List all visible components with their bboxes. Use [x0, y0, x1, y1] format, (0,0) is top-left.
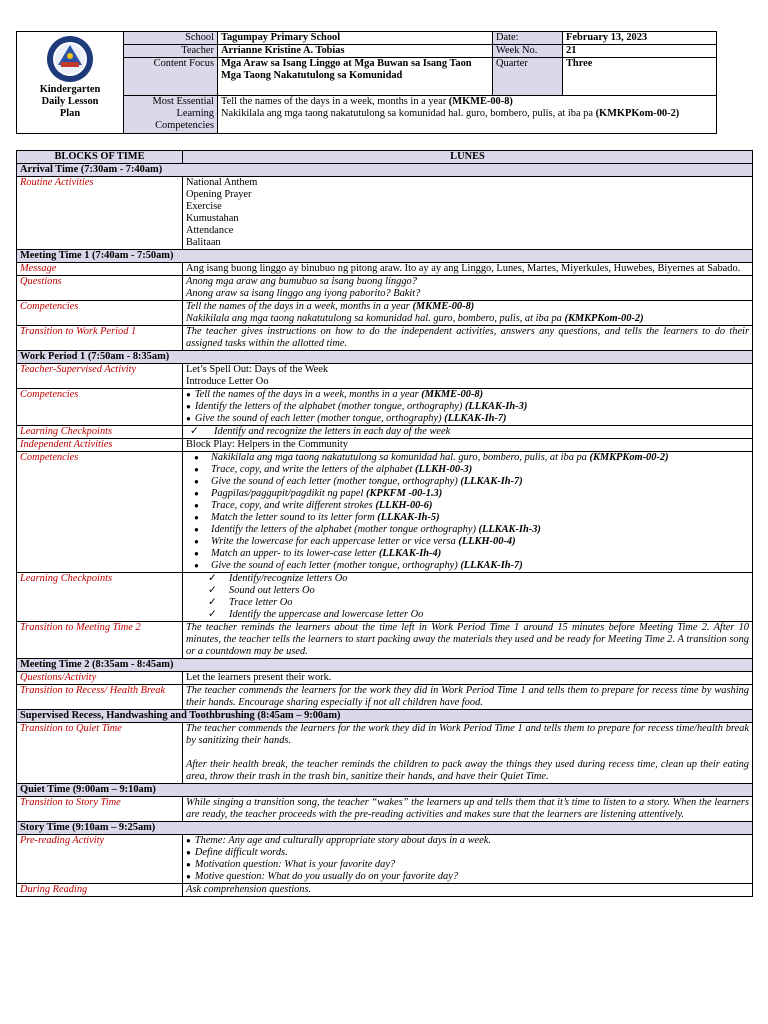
meeting1-title: Meeting Time 1 (7:40am - 7:50am) — [17, 250, 753, 263]
w1-transition-text: The teacher reminds the learners about the time left in Work Period Time 1 around 15 minutes before Meeting Time 2. After 10 minutes, the teacher tells the learners to start packing away the materials they used and be ready for Meeting Time 2. A transition song or a countdown may be used. — [183, 622, 753, 659]
list-item: ● Give the sound of each letter (mother tongue, orthography) (LLKAK-Ih-7) — [194, 476, 523, 487]
recess-transition-text: The teacher commends the learners for the work they did in Work Period Time 1 and tells them to prepare for recess time/health break by sanitizing their hands. After their health break, the teacher reminds the children to pack away the things they used during recess time, clean up their eating area, throw their trash in the trash bin, sanitize their hands, and have their Quiet Time. — [183, 723, 753, 784]
ind-checkpoints-label: Learning Checkpoints — [17, 573, 183, 622]
schedule-table — [16, 150, 753, 897]
plan-title-3: Plan — [59, 108, 81, 119]
list-item: ✓ Identify/recognize letters Oo — [208, 573, 348, 584]
ind-checkpoints — [183, 573, 753, 622]
w1-checkpoints-label: Learning Checkpoints — [17, 426, 183, 439]
ind-competencies — [183, 452, 753, 573]
date-label: Date: — [493, 32, 563, 45]
checkmark-icon: ✓ — [208, 597, 217, 608]
tsa-label: Teacher-Supervised Activity — [17, 364, 183, 389]
message-text: Ang isang buong linggo ay binubuo ng pitong araw. Ito ay ay ang Linggo, Lunes, Martes, Miyerkules, Huwebes, Biyernes at Sabado. — [183, 263, 753, 276]
m2-transition-text: The teacher commends the learners for the work they did in Work Period Time 1 and tells them to prepare for recess time by washing their hands. Encourage sharing especially if not all children have food. — [183, 685, 753, 710]
list-item: ● Define difficult words. — [186, 847, 749, 859]
mel-value: Tell the names of the days in a week, months in a year (MKME-00-8) Nakikilala ang mga taong nakatutulong sa komunidad hal. guro, bombero, pulis, at iba pa (KMKPKom-00-2) — [218, 96, 717, 134]
list-item: ● Match the letter sound to its letter form (LLKAK-Ih-5) — [194, 512, 440, 523]
date-value: February 13, 2023 — [563, 32, 717, 45]
pre-reading-label: Pre-reading Activity — [17, 835, 183, 884]
recess-title: Supervised Recess, Handwashing and Toothbrushing (8:45am – 9:00am) — [17, 710, 753, 723]
checkmark-icon: ✓ — [208, 609, 217, 620]
recess-transition-label: Transition to Quiet Time — [17, 723, 183, 784]
list-item: ● Trace, copy, and write the letters of the alphabet (LLKH-00-3) — [194, 464, 473, 475]
week-label: Week No. — [493, 45, 563, 58]
teacher-value: Arrianne Kristine A. Tobias — [218, 45, 493, 58]
qa-text: Let the learners present their work. — [183, 672, 753, 685]
meeting2-title: Meeting Time 2 (8:35am - 8:45am) — [17, 659, 753, 672]
list-item: ✓ Identify and recognize the letters in each day of the week — [190, 426, 451, 437]
list-item: ● Give the sound of each letter (mother tongue, orthography) (LLKAK-Ih-7) — [194, 560, 523, 571]
ind-competencies-label: Competencies — [17, 452, 183, 573]
questions-label: Questions — [17, 276, 183, 301]
m1-transition-label: Transition to Work Period 1 — [17, 326, 183, 351]
independent-label: Independent Activities — [17, 439, 183, 452]
list-item: ● Pagpilas/paggupit/pagdikit ng papel (KPKFM -00-1.3) — [194, 488, 443, 499]
list-item: ● Match an upper- to its lower-case letter (LLKAK-Ih-4) — [194, 548, 442, 559]
col-header-blocks: BLOCKS OF TIME — [17, 151, 183, 164]
routine-list: National Anthem Opening Prayer Exercise Kumustahan Attendance Balitaan — [183, 177, 753, 250]
plan-title-2: Daily Lesson — [41, 96, 99, 107]
school-label: School — [124, 32, 218, 45]
quiet-transition-label: Transition to Story Time — [17, 797, 183, 822]
routine-label: Routine Activities — [17, 177, 183, 250]
list-item: ● Motivation question: What is your favorite day? — [186, 859, 749, 871]
independent-value: Block Play: Helpers in the Community — [183, 439, 753, 452]
list-item: ✓ Sound out letters Oo — [208, 585, 315, 596]
mel-label: Most Essential Learning Competencies — [124, 96, 218, 134]
list-item: ● Motive question: What do you usually do on your favorite day? — [186, 871, 749, 883]
m1-competencies-label: Competencies — [17, 301, 183, 326]
w1-checkpoints — [183, 426, 753, 439]
w1-transition-label: Transition to Meeting Time 2 — [17, 622, 183, 659]
list-item: ● Give the sound of each letter (mother tongue, orthography) (LLKAK-Ih-7) — [186, 413, 749, 425]
during-reading-label: During Reading — [17, 884, 183, 897]
questions-list: Anong mga araw ang bumubuo sa isang buong linggo? Anong araw sa isang linggo ang iyong paborito? Bakit? — [183, 276, 753, 301]
checkmark-icon: ✓ — [208, 573, 217, 584]
arrival-title: Arrival Time (7:30am - 7:40am) — [17, 164, 753, 177]
list-item: ● Tell the names of the days in a week, months in a year (MKME-00-8) — [186, 389, 749, 401]
checkmark-icon: ✓ — [190, 426, 199, 437]
header-table — [16, 31, 717, 134]
qa-label: Questions/Activity — [17, 672, 183, 685]
deped-seal-icon — [46, 35, 94, 83]
quiet-transition-text: While singing a transition song, the teacher “wakes” the learners up and tells them that it’s time to listen to a story. When the learners are ready, the teacher proceeds with the pre-reading activities and makes sure that the learners are listening attentively. — [183, 797, 753, 822]
message-label: Message — [17, 263, 183, 276]
content-focus-label: Content Focus — [124, 58, 218, 96]
school-value: Tagumpay Primary School — [218, 32, 493, 45]
m2-transition-label: Transition to Recess/ Health Break — [17, 685, 183, 710]
quiet-title: Quiet Time (9:00am – 9:10am) — [17, 784, 753, 797]
checkmark-icon: ✓ — [208, 585, 217, 596]
week-value: 21 — [563, 45, 717, 58]
list-item: ● Write the lowercase for each uppercase letter or vice versa (LLKH-00-4) — [194, 536, 516, 547]
tsa-list: Let’s Spell Out: Days of the Week Introduce Letter Oo — [183, 364, 753, 389]
m1-transition-text: The teacher gives instructions on how to do the independent activities, answers any questions, and tells the learners to do their assigned tasks within the allotted time. — [183, 326, 753, 351]
pre-reading-list — [183, 835, 753, 884]
teacher-label: Teacher — [124, 45, 218, 58]
w1-competencies — [183, 389, 753, 426]
list-item: ● Identify the letters of the alphabet (mother tongue orthography) (LLKAK-Ih-3) — [194, 524, 541, 535]
quarter-label: Quarter — [493, 58, 563, 96]
list-item: ● Nakikilala ang mga taong nakatutulong sa komunidad hal. guro, bombero, pulis, at iba pa (KMKPKom-00-2) — [194, 452, 669, 463]
content-focus-value: Mga Araw sa Isang Linggo at Mga Buwan sa Isang Taon Mga Taong Nakatutulong sa Komunidad — [218, 58, 493, 96]
school-logo-cell — [17, 32, 124, 134]
list-item: ✓ Identify the uppercase and lowercase letter Oo — [208, 609, 424, 620]
plan-title-1: Kindergarten — [39, 84, 101, 95]
m1-competencies: Tell the names of the days in a week, months in a year (MKME-00-8) Nakikilala ang mga taong nakatutulong sa komunidad hal. guro, bombero, pulis, at iba pa (KMKPKom-00-2) — [183, 301, 753, 326]
list-item: ✓ Trace letter Oo — [208, 597, 293, 608]
during-reading-text: Ask comprehension questions. — [183, 884, 753, 897]
quarter-value: Three — [563, 58, 717, 96]
story-title: Story Time (9:10am – 9:25am) — [17, 822, 753, 835]
list-item: ● Identify the letters of the alphabet (mother tongue, orthography) (LLKAK-Ih-3) — [186, 401, 749, 413]
col-header-day: LUNES — [183, 151, 753, 164]
work1-title: Work Period 1 (7:50am - 8:35am) — [17, 351, 753, 364]
list-item: ● Trace, copy, and write different strokes (LLKH-00-6) — [194, 500, 433, 511]
list-item: ● Theme: Any age and culturally appropriate story about days in a week. — [186, 835, 749, 847]
w1-competencies-label: Competencies — [17, 389, 183, 426]
